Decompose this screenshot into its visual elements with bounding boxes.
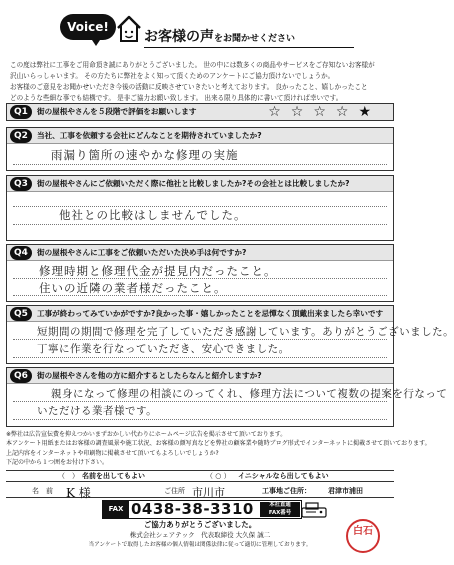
answer-line	[13, 401, 387, 402]
handwritten-answer[interactable]: 他社との比較はしませんでした。	[59, 208, 247, 222]
fax-note-line: FAX番号	[268, 509, 292, 516]
question-header	[7, 368, 393, 384]
answer-line	[13, 419, 387, 420]
consent-option2-box[interactable]: （ ○ ）	[206, 472, 231, 480]
footnotes	[6, 430, 431, 467]
answer-line	[13, 357, 387, 358]
star-empty-icon[interactable]: ☆	[335, 104, 359, 120]
question-number: Q1	[10, 105, 32, 119]
answer-line	[13, 278, 387, 279]
question-header	[7, 306, 393, 322]
handwritten-answer[interactable]: いただける業者様です。	[37, 405, 158, 417]
handwritten-answer[interactable]: 雨漏り箇所の速やかな修理の実施	[51, 148, 239, 162]
answer-line	[13, 224, 387, 225]
voice-badge: Voice!	[60, 14, 116, 40]
question-text: 街の屋根やさんにご依頼いただく際に他社と比較しましたか?その会社とは比較しましたか?	[37, 179, 350, 188]
fax-note-line: 本社直通	[269, 502, 291, 508]
handwritten-answer[interactable]: 住いの近隣の業者様だったこと。	[39, 281, 227, 295]
question-header	[7, 176, 393, 192]
fax-machine-icon	[300, 502, 330, 518]
consent-option1-label: 名前を出してもよい	[82, 472, 145, 480]
footnote-line: 下記の中から１つ囲をお付け下さい。	[6, 458, 109, 466]
question-text: 街の屋根やさんに工事をご依頼いただいた決め手は何ですか?	[37, 248, 247, 257]
intro-line: どのような些細な事でも結構です。 是非ご協力お願い致します。 出来る限り具体的に書いて頂ければ幸いです。	[10, 94, 343, 102]
question-text: 街の屋根やさんを他の方に紹介するとしたらなんと紹介しますか?	[37, 371, 262, 380]
intro-line: この度は弊社に工事をご用命頂き誠にありがとうございました。 世の中には数多くの商品やサービスをご存知ないお客様が	[10, 61, 375, 69]
customer-info-row	[6, 484, 394, 498]
question-text: 工事が終わってみていかがですか?良かった事・嬉しかったことを忌憚なく頂戴出来ましたら幸いです	[37, 309, 384, 318]
star-empty-icon[interactable]: ☆	[268, 104, 291, 120]
title-tail: をお聞かせください	[214, 34, 296, 44]
question-header	[7, 104, 393, 120]
question-text: 街の屋根やさんを５段階で評価をお願いします	[37, 107, 197, 116]
address-value[interactable]: 市川市	[192, 486, 225, 499]
star-filled-icon[interactable]: ★	[358, 104, 381, 120]
question-number: Q3	[10, 177, 32, 191]
name-label: 名 前	[32, 487, 53, 495]
question-header	[7, 128, 393, 144]
consent-option2-label: イニシャルなら出してもよい	[238, 472, 329, 480]
answer-line	[13, 339, 387, 340]
name-value[interactable]: K 様	[66, 486, 91, 500]
star-empty-icon[interactable]: ☆	[313, 104, 336, 120]
handwritten-answer[interactable]: 丁寧に作業を行なっていただき、安心できました。	[37, 343, 290, 355]
footnote-line: 本アンケート用紙またはお客様の調査風景や施工状況、お客様の顔写真などを弊社の顧客業や随時ブログ形式でインターネットに掲載させて頂いております。	[6, 440, 431, 448]
fax-box	[102, 500, 302, 519]
question-number: Q4	[10, 246, 32, 260]
page-title	[144, 26, 295, 46]
consent-row	[6, 470, 394, 482]
voice-badge-tail	[90, 37, 102, 46]
consent-option2-mark: ○	[215, 472, 222, 480]
fax-label: FAX	[103, 501, 129, 518]
privacy-note: 当アンケートで取得したお客様の個人情報は関係法律に従って適切に管理しております。	[88, 542, 312, 548]
company-name: 株式会社シェアテック 代表取締役 大久保 誠二	[129, 531, 271, 539]
footnote-line: 上記内容をインターネットや印刷物に掲載させて頂いてもよろしいでしょうか?	[6, 449, 219, 457]
site-label: 工事地ご住所：	[262, 487, 311, 495]
footnote-line: ※弊社は広告宣伝費を抑えつかいまずおかしい代わりにホームページ広告を掲示させて頂いております。	[6, 431, 287, 438]
title-main: お客様の声	[144, 29, 214, 45]
question-q5	[6, 305, 454, 364]
handwritten-answer[interactable]: 修理時期と修理代金が提見内だったこと。	[39, 264, 277, 278]
question-text: 当社、工事を依頼する会社にどんなことを期待されていましたか?	[37, 131, 262, 140]
star-empty-icon[interactable]: ☆	[290, 104, 314, 120]
question-q3	[6, 175, 394, 241]
handwritten-answer[interactable]: 短期間の期間で修理を完了していただき感謝しています。ありがとうございました。	[37, 326, 454, 338]
intro-text	[10, 60, 390, 104]
fax-note	[260, 502, 300, 517]
answer-line	[13, 295, 387, 296]
thanks-message: ご協力ありがとうございました。	[143, 520, 257, 529]
question-number: Q6	[10, 369, 32, 383]
question-number: Q5	[10, 307, 32, 321]
question-q2	[6, 127, 394, 171]
star-rating[interactable]	[268, 104, 381, 120]
question-q6	[6, 367, 448, 427]
house-icon	[116, 14, 142, 44]
title-underline	[144, 47, 354, 48]
question-header	[7, 245, 393, 261]
handwritten-answer[interactable]: 親身になって修理の相談にのってくれ、修理方法について複数の提案を行なって	[51, 388, 448, 400]
consent-option1-box[interactable]: （ ）	[58, 472, 79, 480]
address-label: ご住所	[164, 487, 185, 495]
page-header	[60, 6, 360, 54]
intro-line: 沢山いらっしゃいます。 その方たちに弊社をよく知って頂くためのアンケートにご協力頂けないでしょうか。	[10, 72, 335, 80]
site-value: 君津市浦田	[328, 487, 363, 495]
answer-line	[13, 206, 387, 207]
answer-line	[13, 164, 387, 165]
question-q1	[6, 103, 394, 121]
fax-number: 0438-38-3310	[131, 500, 254, 518]
question-number: Q2	[10, 129, 32, 143]
question-q4	[6, 244, 394, 302]
hanko-stamp: 白石	[346, 519, 380, 553]
intro-line: お客様のご意見をお聞かせいただき今後の活動に反映させていきたいと考えております。 良かったこと、嬉しかったこと	[10, 83, 368, 91]
